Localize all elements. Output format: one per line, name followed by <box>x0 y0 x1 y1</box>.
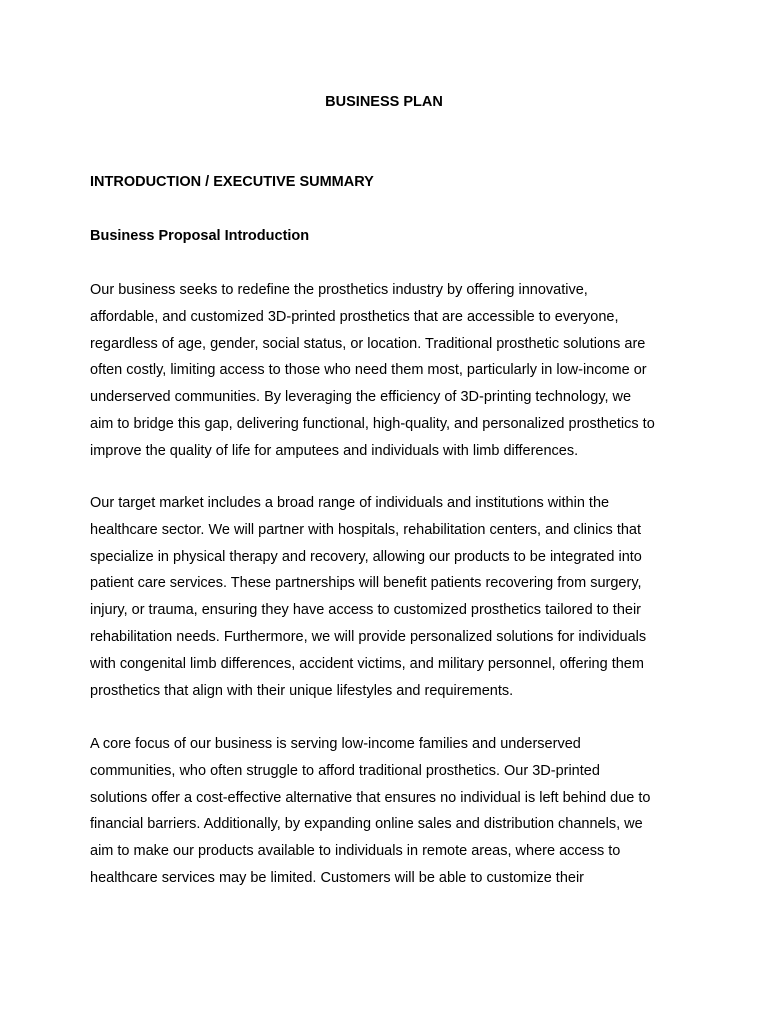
paragraph-line: healthcare sector. We will partner with hospitals, rehabilitation centers, and clinics that <box>90 521 642 538</box>
paragraph-line: communities, who often struggle to afford traditional prosthetics. Our 3D-printed <box>90 762 600 779</box>
paragraph-line: aim to bridge this gap, delivering functional, high-quality, and personalized prosthetics to <box>90 415 655 432</box>
paragraph-line: affordable, and customized 3D-printed prosthetics that are accessible to everyone, <box>90 308 619 325</box>
paragraph-line: Our target market includes a broad range of individuals and institutions within the <box>90 495 610 511</box>
sub-heading: Business Proposal Introduction <box>90 228 310 244</box>
paragraph-line: aim to make our products available to individuals in remote areas, where access to <box>90 843 621 860</box>
paragraph-line: prosthetics that align with their unique lifestyles and requirements. <box>90 682 514 699</box>
paragraph-line: A core focus of our business is serving low-income families and underserved <box>90 736 581 752</box>
paragraph-line: often costly, limiting access to those who need them most, particularly in low-income or <box>90 362 647 379</box>
section-heading: INTRODUCTION / EXECUTIVE SUMMARY <box>90 174 374 190</box>
paragraph-line: Our business seeks to redefine the prosthetics industry by offering innovative, <box>90 282 588 298</box>
paragraph-line: improve the quality of life for amputees and individuals with limb differences. <box>90 442 579 459</box>
paragraph-2 <box>90 490 690 704</box>
paragraph-line: solutions offer a cost-effective alternative that ensures no individual is left behind due to <box>90 789 651 806</box>
paragraph-line: healthcare services may be limited. Customers will be able to customize their <box>90 869 585 886</box>
paragraph-line: regardless of age, gender, social status, or location. Traditional prosthetic solutions are <box>90 335 646 352</box>
document-title: BUSINESS PLAN <box>325 94 443 110</box>
paragraph-line: specialize in physical therapy and recovery, allowing our products to be integrated into <box>90 548 642 565</box>
paragraph-line: financial barriers. Additionally, by expanding online sales and distribution channels, we <box>90 816 643 833</box>
paragraph-3 <box>90 731 690 892</box>
paragraph-line: patient care services. These partnerships will benefit patients recovering from surgery, <box>90 575 642 592</box>
paragraph-line: with congenital limb differences, accident victims, and military personnel, offering them <box>90 655 644 672</box>
paragraph-line: injury, or trauma, ensuring they have access to customized prosthetics tailored to their <box>90 602 641 619</box>
paragraph-line: underserved communities. By leveraging the efficiency of 3D-printing technology, we <box>90 389 632 406</box>
paragraph-1 <box>90 277 690 465</box>
paragraph-line: rehabilitation needs. Furthermore, we will provide personalized solutions for individuals <box>90 628 647 645</box>
